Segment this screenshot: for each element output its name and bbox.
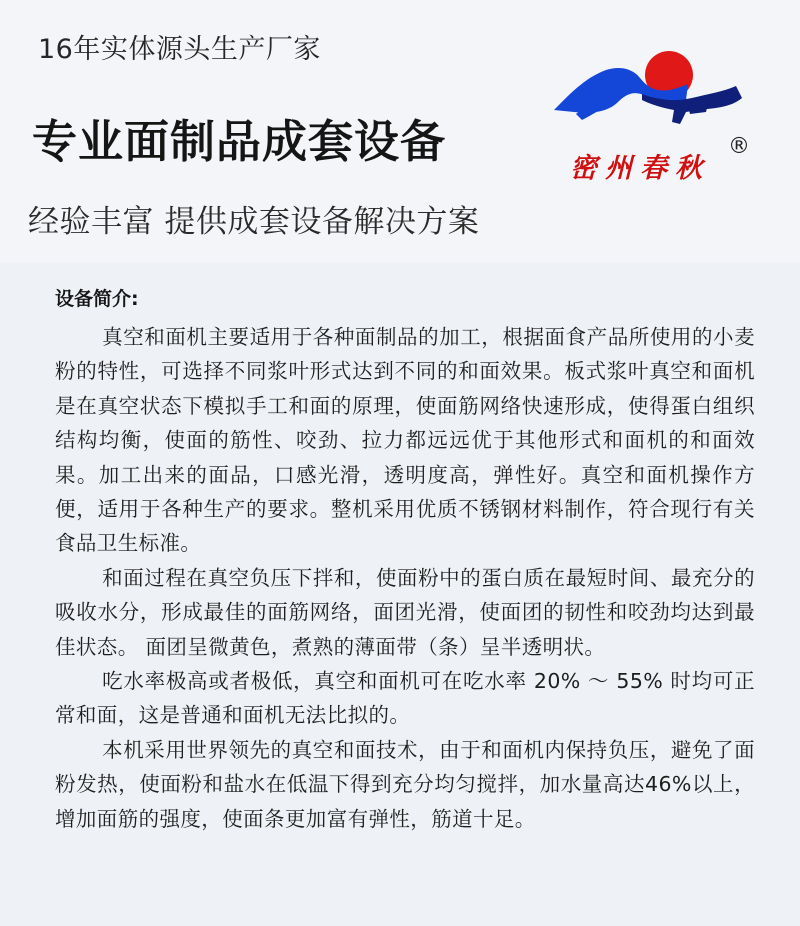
section-heading: 设备简介: xyxy=(55,288,139,310)
header-banner xyxy=(0,0,800,262)
main-title: 专业面制品成套设备 xyxy=(32,115,447,168)
equipment-intro xyxy=(55,284,755,836)
intro-paragraph-3: 吃水率极高或者极低，真空和面机可在吃水率 20% ～ 55% 时均可正常和面，这是普通和面机无法比拟的。 xyxy=(55,669,755,728)
subtitle: 经验丰富 提供成套设备解决方案 xyxy=(28,204,480,240)
brand-logo xyxy=(548,48,758,190)
intro-paragraph-4: 本机采用世界领先的真空和面技术，由于和面机内保持负压，避免了面粉发热，使面粉和盐水在低温下得到充分均匀搅拌，加水量高达46%以上，增加面筋的强度，使面条更加富有弹性，筋道十足。 xyxy=(55,737,755,831)
intro-paragraph-1: 真空和面机主要适用于各种面制品的加工，根据面食产品所使用的小麦粉的特性，可选择不同浆叶形式达到不同的和面效果。板式浆叶真空和面机是在真空状态下模拟手工和面的原理，使面筋网络快速形成，使得蛋白组织结构均衡，使面的筋性、咬劲、拉力都远远优于其他形式和面机的和面效果。加工出来的面品，口感光滑，透明度高，弹性好。真空和面机操作方便，适用于各种生产的要求。整机采用优质不锈钢材料制作，符合现行有关食品卫生标准。 xyxy=(55,325,755,556)
logo-wave-sun-icon xyxy=(548,48,758,148)
registered-mark: ® xyxy=(728,134,750,159)
logo-brand-name: 密州春秋 xyxy=(570,153,710,184)
intro-paragraph-2: 和面过程在真空负压下拌和，使面粉中的蛋白质在最短时间、最充分的吸收水分，形成最佳的面筋网络，面团光滑，使面团的韧性和咬劲均达到最佳状态。 面团呈微黄色，煮熟的薄面带（条）呈半透明状。 xyxy=(55,565,755,659)
tagline: 16年实体源头生产厂家 xyxy=(38,34,321,65)
